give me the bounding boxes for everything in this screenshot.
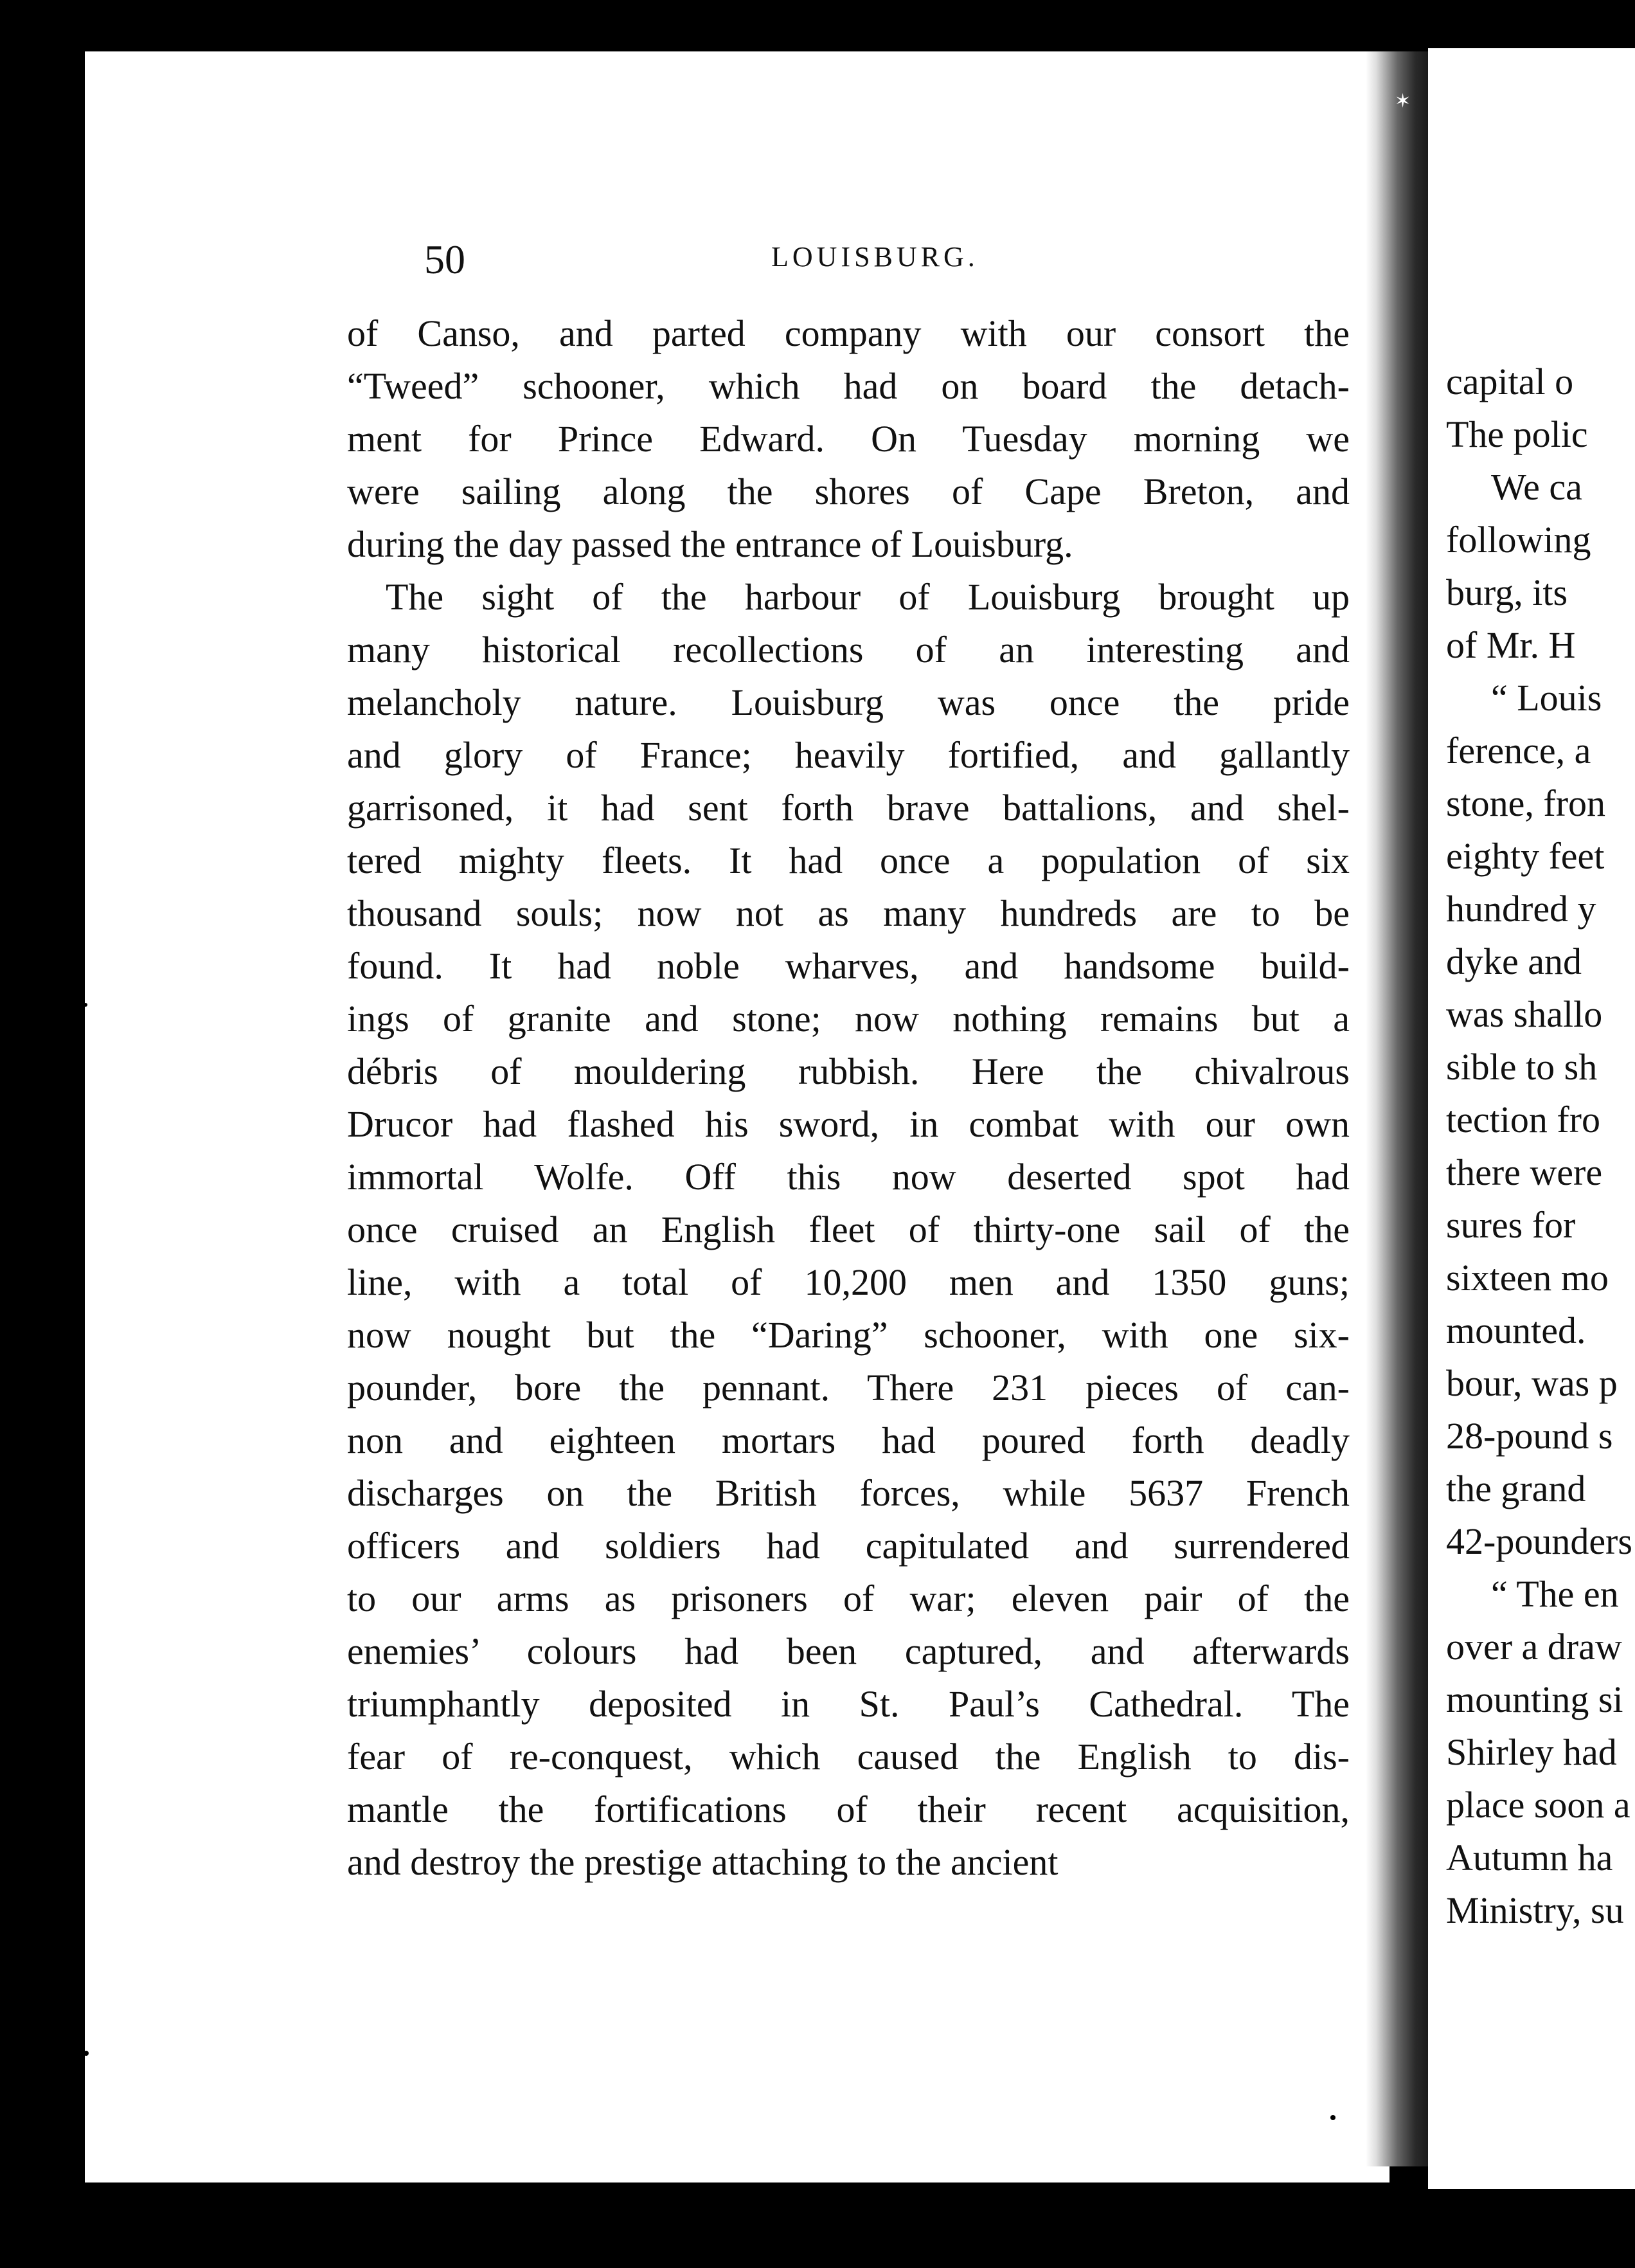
scan-speck [84, 1003, 87, 1007]
left-page-line: discharges on the British forces, while 5637 French [347, 1472, 1350, 1514]
page-header [347, 188, 1350, 291]
right-page-line: stone, fron [1446, 782, 1606, 824]
right-page-line: bour, was p [1446, 1362, 1618, 1404]
left-page-line: line, with a total of 10,200 men and 1350 guns; [347, 1261, 1350, 1303]
right-page-line: sible to sh [1446, 1046, 1598, 1088]
right-page-line: burg, its [1446, 572, 1568, 613]
left-page-line: many historical recollections of an interesting and [347, 629, 1350, 670]
left-page-line: were sailing along the shores of Cape Breton, and [347, 471, 1350, 512]
right-page-line: dyke and [1446, 941, 1582, 982]
right-page-line: ference, a [1446, 730, 1591, 771]
gutter-mark: ✶ [1395, 90, 1411, 113]
left-page-line: tered mighty fleets. It had once a population of six [347, 840, 1350, 881]
right-page-line: of Mr. H [1446, 624, 1576, 666]
scan-speck [1330, 2115, 1336, 2120]
left-page-line: found. It had noble wharves, and handsome build- [347, 945, 1350, 987]
right-page-line: “ The en [1491, 1573, 1619, 1615]
book-gutter [1366, 51, 1436, 2166]
left-page-line: fear of re-conquest, which caused the English to dis- [347, 1736, 1350, 1778]
scan-speck [84, 2051, 89, 2056]
left-page-line: now nought but the “Daring” schooner, with one six- [347, 1314, 1350, 1356]
left-page-line: non and eighteen mortars had poured forth deadly [347, 1419, 1350, 1461]
right-page-line: tection fro [1446, 1099, 1600, 1140]
right-page-line: We ca [1491, 466, 1582, 508]
left-page-line: débris of mouldering rubbish. Here the chivalrous [347, 1050, 1350, 1092]
right-page-line: there were [1446, 1151, 1603, 1193]
right-page-line: place soon a [1446, 1784, 1631, 1826]
left-page-line: thousand souls; now not as many hundreds are to be [347, 892, 1350, 934]
left-page-line: melancholy nature. Louisburg was once the pride [347, 681, 1350, 723]
left-page-line: and destroy the prestige attaching to the ancient [347, 1841, 1059, 1883]
right-page-line: 28-pound s [1446, 1415, 1613, 1457]
left-page-line: of Canso, and parted company with our consort the [347, 312, 1350, 354]
right-page-line: hundred y [1446, 888, 1596, 930]
scan-speck [12, 591, 18, 598]
left-page-line: triumphantly deposited in St. Paul’s Cathedral. The [347, 1683, 1350, 1725]
right-page-line: mounted. [1446, 1310, 1586, 1351]
left-page-line: immortal Wolfe. Off this now deserted spot had [347, 1156, 1350, 1198]
left-page-line: ment for Prince Edward. On Tuesday morning we [347, 418, 1350, 460]
right-page-text [1446, 356, 1632, 1937]
left-page-line: “Tweed” schooner, which had on board the detach- [347, 365, 1350, 407]
left-page-line: garrisoned, it had sent forth brave battalions, and shel- [347, 787, 1350, 829]
right-page-line: Autumn ha [1446, 1837, 1613, 1878]
right-page-line: sures for [1446, 1204, 1576, 1246]
right-page-line: 42-pounders [1446, 1520, 1632, 1562]
left-page-line: Drucor had flashed his sword, in combat with our own [347, 1103, 1350, 1145]
left-page-line: during the day passed the entrance of Louisburg. [347, 523, 1073, 565]
right-page-line: mounting si [1446, 1679, 1623, 1720]
right-page [1428, 48, 1635, 2189]
left-page-line: The sight of the harbour of Louisburg brought up [386, 576, 1350, 618]
left-page-line: enemies’ colours had been captured, and afterwards [347, 1630, 1350, 1672]
right-page-line: eighty feet [1446, 835, 1605, 877]
right-page-line: Shirley had [1446, 1731, 1617, 1773]
left-page-text [347, 307, 1350, 1889]
right-page-line: the grand [1446, 1468, 1586, 1509]
right-page-line: The polic [1446, 413, 1588, 455]
left-page-line: ings of granite and stone; now nothing remains but a [347, 998, 1350, 1040]
left-page-line: to our arms as prisoners of war; eleven pair of the [347, 1578, 1350, 1619]
left-page-line: mantle the fortifications of their recent acquisition, [347, 1788, 1350, 1830]
right-page-line: “ Louis [1491, 677, 1602, 719]
left-page-line: officers and soldiers had capitulated and surrendered [347, 1525, 1350, 1567]
left-page-line: pounder, bore the pennant. There 231 pieces of can- [347, 1367, 1350, 1408]
right-page-line: capital o [1446, 361, 1574, 402]
right-page-line: following [1446, 519, 1591, 561]
left-page-line: and glory of France; heavily fortified, and gallantly [347, 734, 1350, 776]
right-page-line: over a draw [1446, 1626, 1622, 1668]
running-head: LOUISBURG. [771, 241, 979, 273]
right-page-line: was shallo [1446, 993, 1603, 1035]
page-number: 50 [424, 237, 465, 282]
left-page-line: once cruised an English fleet of thirty-one sail of the [347, 1209, 1350, 1250]
right-page-line: Ministry, su [1446, 1889, 1624, 1931]
right-page-line: sixteen mo [1446, 1257, 1609, 1299]
